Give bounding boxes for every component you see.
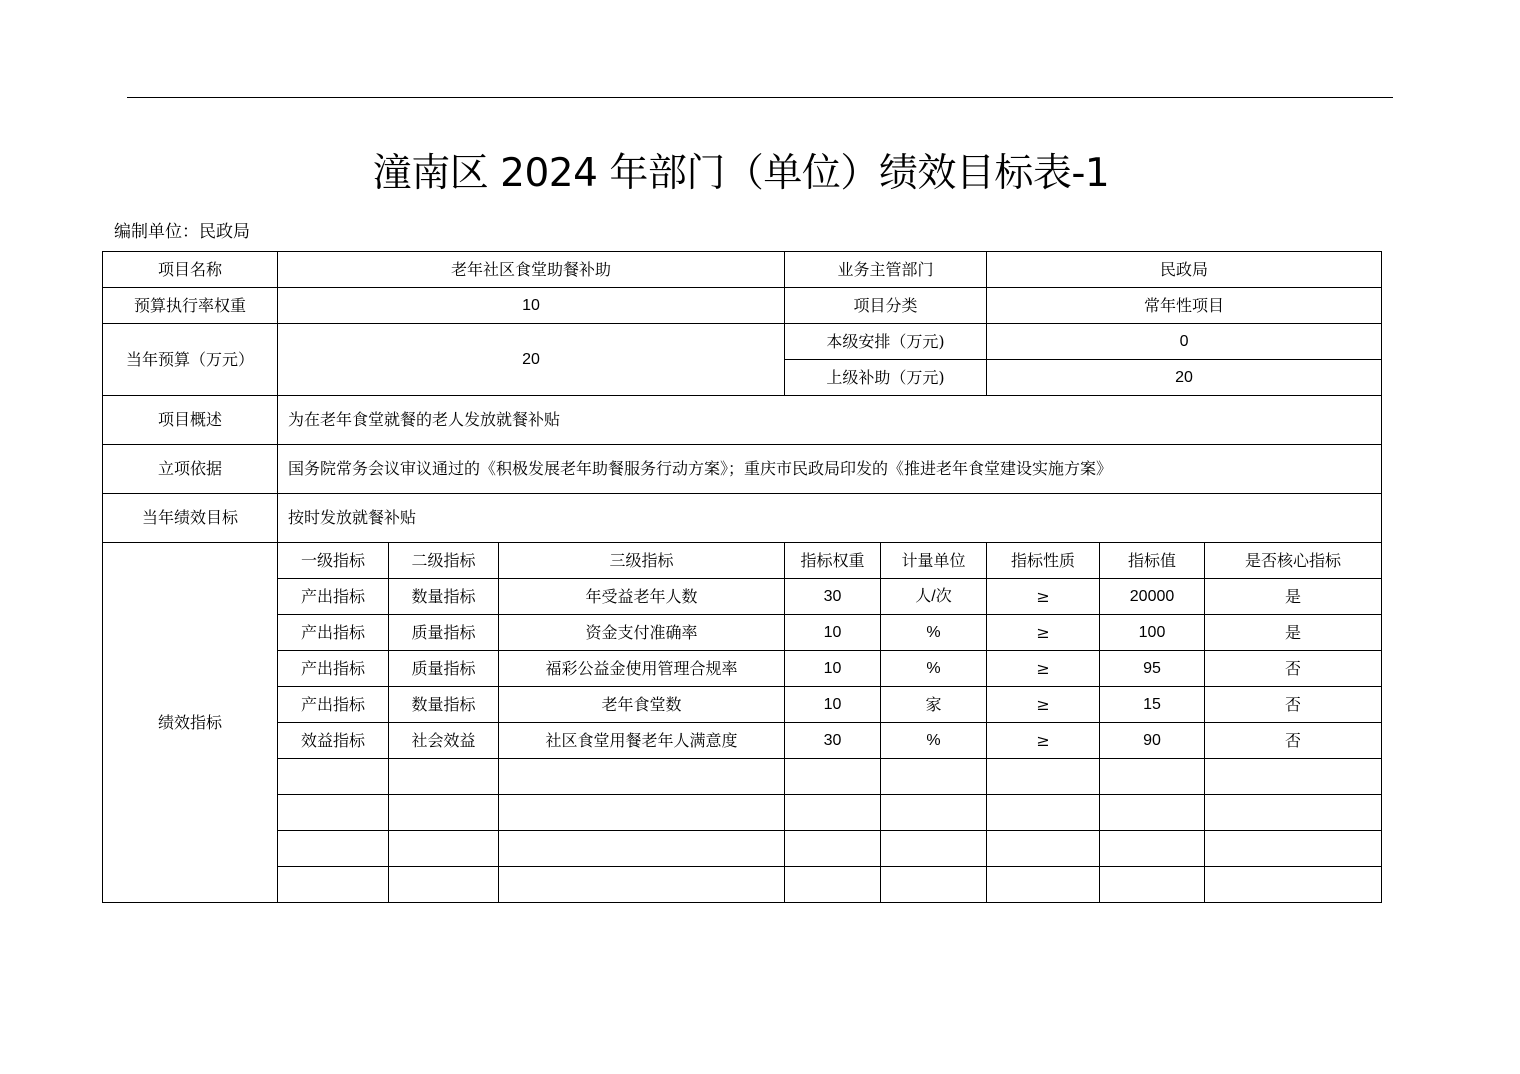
local-label: 本级安排（万元) <box>785 324 987 360</box>
category-label: 项目分类 <box>785 288 987 324</box>
value-cell: 100 <box>1100 615 1205 651</box>
rate-value: 10 <box>278 288 785 324</box>
table-row <box>103 252 1382 288</box>
value-cell: 20000 <box>1100 579 1205 615</box>
performance-table <box>102 251 1382 903</box>
level3-cell: 福彩公益金使用管理合规率 <box>499 651 785 687</box>
weight-cell: 10 <box>785 687 881 723</box>
project-name-label: 项目名称 <box>103 252 278 288</box>
level1-cell: 产出指标 <box>278 687 389 723</box>
dept-label: 业务主管部门 <box>785 252 987 288</box>
empty-row <box>103 867 1382 903</box>
rate-label: 预算执行率权重 <box>103 288 278 324</box>
header-unit: 计量单位 <box>881 543 987 579</box>
table-row <box>103 615 1382 651</box>
budget-value: 20 <box>278 324 785 396</box>
empty-row <box>103 795 1382 831</box>
weight-cell: 10 <box>785 651 881 687</box>
upper-value: 20 <box>987 360 1382 396</box>
org-label: 编制单位： <box>114 222 199 242</box>
unit-cell: 人/次 <box>881 579 987 615</box>
nature-cell: ≥ <box>987 723 1100 759</box>
table-row <box>103 723 1382 759</box>
header-level3: 三级指标 <box>499 543 785 579</box>
page-title: 潼南区 2024 年部门（单位）绩效目标表-1 <box>372 151 1110 196</box>
core-cell: 是 <box>1205 579 1382 615</box>
level3-cell: 年受益老年人数 <box>499 579 785 615</box>
header-weight: 指标权重 <box>785 543 881 579</box>
core-cell: 否 <box>1205 723 1382 759</box>
header-core: 是否核心指标 <box>1205 543 1382 579</box>
unit-cell: % <box>881 723 987 759</box>
table-row <box>103 687 1382 723</box>
level3-cell: 社区食堂用餐老年人满意度 <box>499 723 785 759</box>
header-rule <box>127 97 1393 98</box>
level2-cell: 质量指标 <box>389 615 499 651</box>
overview-label: 项目概述 <box>103 396 278 445</box>
org-value: 民政局 <box>199 222 250 242</box>
level2-cell: 社会效益 <box>389 723 499 759</box>
budget-label: 当年预算（万元） <box>103 324 278 396</box>
level3-cell: 资金支付准确率 <box>499 615 785 651</box>
basis-value: 国务院常务会议审议通过的《积极发展老年助餐服务行动方案》；重庆市民政局印发的《推进老年食堂建设实施方案》 <box>278 445 1382 494</box>
level2-cell: 数量指标 <box>389 687 499 723</box>
level1-cell: 产出指标 <box>278 651 389 687</box>
core-cell: 是 <box>1205 615 1382 651</box>
nature-cell: ≥ <box>987 615 1100 651</box>
indicators-label: 绩效指标 <box>103 543 278 903</box>
unit-cell: 家 <box>881 687 987 723</box>
level1-cell: 效益指标 <box>278 723 389 759</box>
empty-row <box>103 759 1382 795</box>
goal-value: 按时发放就餐补贴 <box>278 494 1382 543</box>
table-row <box>103 494 1382 543</box>
basis-label: 立项依据 <box>103 445 278 494</box>
level2-cell: 数量指标 <box>389 579 499 615</box>
level1-cell: 产出指标 <box>278 579 389 615</box>
weight-cell: 30 <box>785 579 881 615</box>
nature-cell: ≥ <box>987 687 1100 723</box>
local-value: 0 <box>987 324 1382 360</box>
value-cell: 95 <box>1100 651 1205 687</box>
overview-value: 为在老年食堂就餐的老人发放就餐补贴 <box>278 396 1382 445</box>
level3-cell: 老年食堂数 <box>499 687 785 723</box>
header-level1: 一级指标 <box>278 543 389 579</box>
table-row <box>103 579 1382 615</box>
category-value: 常年性项目 <box>987 288 1382 324</box>
core-cell: 否 <box>1205 687 1382 723</box>
upper-label: 上级补助（万元) <box>785 360 987 396</box>
weight-cell: 10 <box>785 615 881 651</box>
header-level2: 二级指标 <box>389 543 499 579</box>
nature-cell: ≥ <box>987 651 1100 687</box>
table-row <box>103 324 1382 360</box>
table-row <box>103 288 1382 324</box>
project-name-value: 老年社区食堂助餐补助 <box>278 252 785 288</box>
goal-label: 当年绩效目标 <box>103 494 278 543</box>
header-nature: 指标性质 <box>987 543 1100 579</box>
table-row <box>103 651 1382 687</box>
value-cell: 15 <box>1100 687 1205 723</box>
value-cell: 90 <box>1100 723 1205 759</box>
table-row <box>103 445 1382 494</box>
table-row <box>103 396 1382 445</box>
unit-cell: % <box>881 651 987 687</box>
core-cell: 否 <box>1205 651 1382 687</box>
nature-cell: ≥ <box>987 579 1100 615</box>
header-value: 指标值 <box>1100 543 1205 579</box>
indicator-header-row <box>103 543 1382 579</box>
level2-cell: 质量指标 <box>389 651 499 687</box>
weight-cell: 30 <box>785 723 881 759</box>
level1-cell: 产出指标 <box>278 615 389 651</box>
unit-cell: % <box>881 615 987 651</box>
empty-row <box>103 831 1382 867</box>
dept-value: 民政局 <box>987 252 1382 288</box>
org-line <box>114 221 250 243</box>
